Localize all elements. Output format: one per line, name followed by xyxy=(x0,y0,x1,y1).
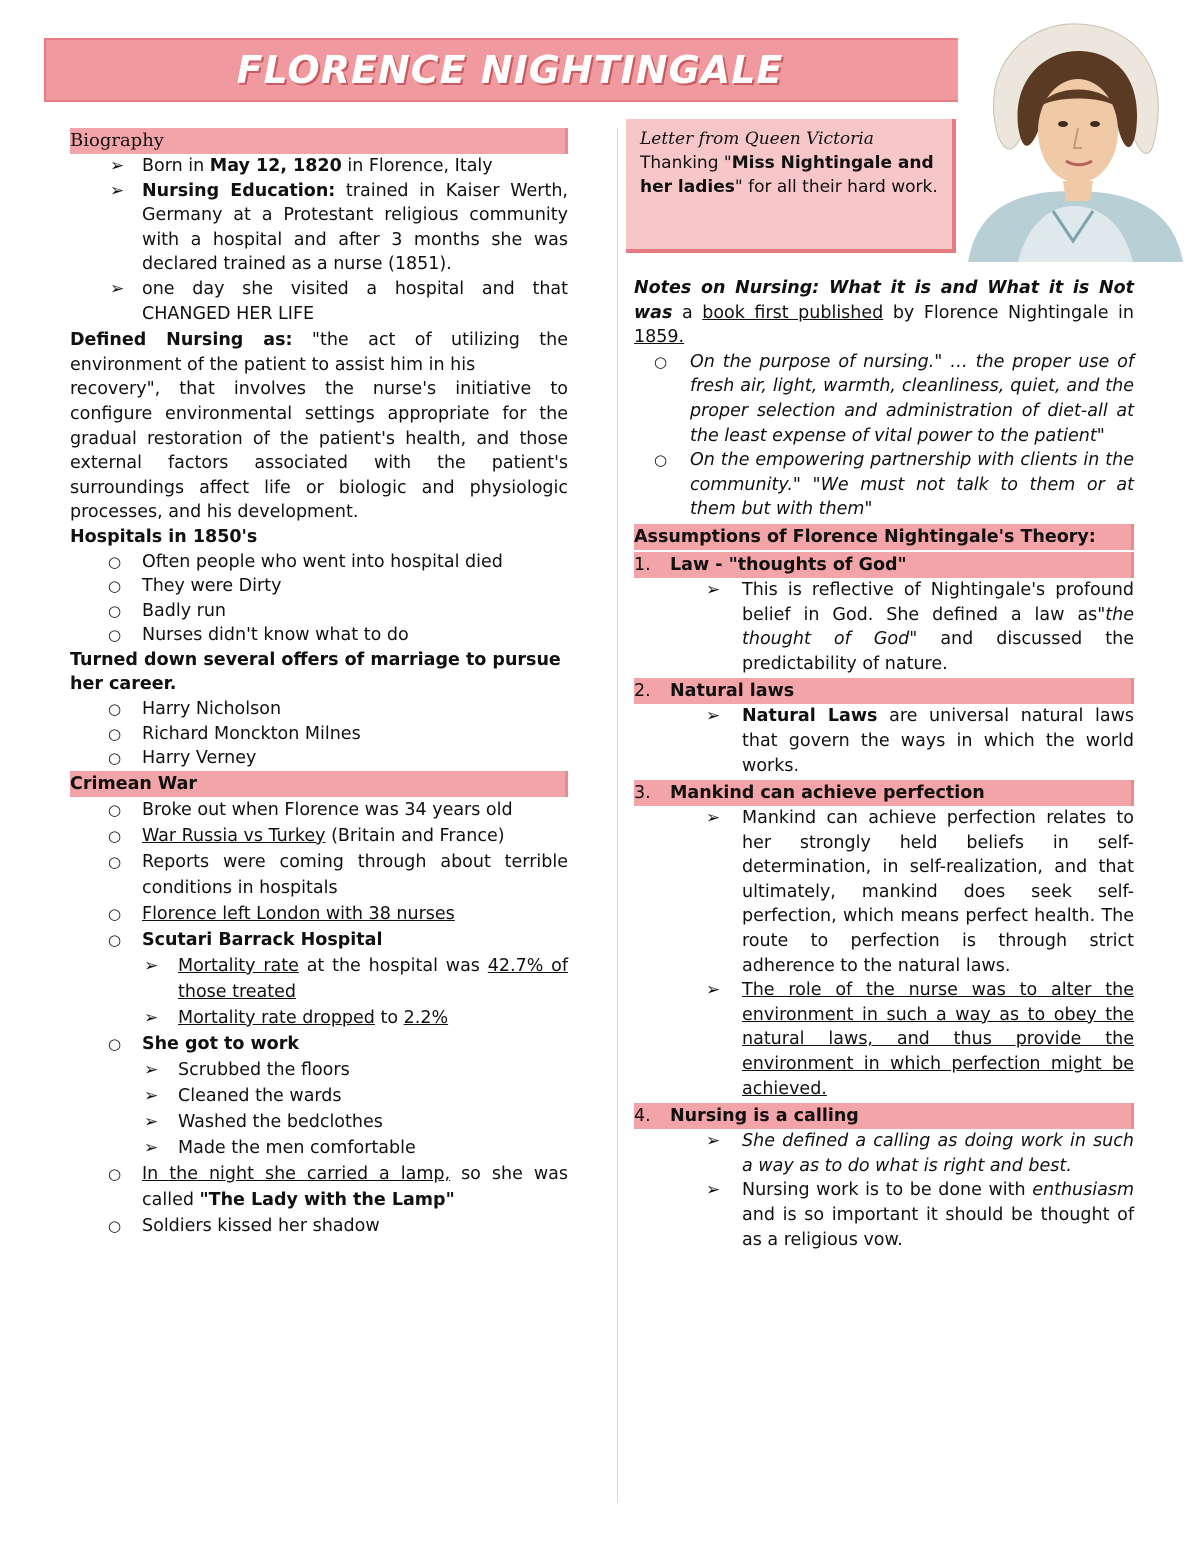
left-column xyxy=(70,128,568,1239)
biography-header: Biography xyxy=(70,128,568,154)
list-item: ➢ Made the men comfortable xyxy=(70,1135,568,1161)
assumption-1-header: 1. Law - "thoughts of God" xyxy=(634,552,1134,578)
notes-on-nursing: Notes on Nursing: What it is and What it is Not was a book first published by Florence Nightingale in 1859. xyxy=(634,278,1134,348)
turned-down-text: Turned down several offers of marriage to pursue her career. xyxy=(70,649,561,695)
page-title: FLORENCE NIGHTINGALE xyxy=(236,48,784,92)
letter-box xyxy=(626,119,956,253)
list-item: ➢ This is reflective of Nightingale's profound belief in God. She defined a law as"the thought of God" and discussed the predictability of nature. xyxy=(634,578,1134,676)
list-item: ○ Badly run xyxy=(70,599,568,624)
list-item: ○ Harry Verney xyxy=(70,746,568,771)
list-item: ○ Soldiers kissed her shadow xyxy=(70,1213,568,1239)
crimean-list xyxy=(70,797,568,953)
list-item: ○ They were Dirty xyxy=(70,574,568,599)
list-item: ➢ Mankind can achieve perfection relates to her strongly held beliefs in self-determination, in self-realization, and that ultimately, mankind does seek self- perfection, which means perfect health. The route to perfection is through strict adherence to the natural laws. xyxy=(634,806,1134,978)
list-item: ➢ Natural Laws are universal natural laws that govern the ways in which the world works. xyxy=(634,704,1134,778)
list-item: ○ In the night she carried a lamp, so she was called "The Lady with the Lamp" xyxy=(70,1161,568,1213)
list-item: ➢ Mortality rate at the hospital was 42.7% of those treated xyxy=(70,953,568,1005)
title-banner xyxy=(44,38,976,102)
biography-list xyxy=(70,154,568,326)
list-item: ○ Richard Monckton Milnes xyxy=(70,722,568,747)
defined-nursing-cont: recovery", that involves the nurse's initiative to configure environmental settings appropriate for the gradual restoration of the patient's health, and those external factors associated with the patient's surroundings affect life or biologic and physiologic processes, and his development. xyxy=(70,379,568,523)
lamp-list xyxy=(70,1161,568,1239)
assumption-2-list xyxy=(634,704,1134,778)
list-item: ○ Scutari Barrack Hospital xyxy=(70,927,568,953)
list-item: ➢ Nursing work is to be done with enthusiasm and is so important it should be thought of as a religious vow. xyxy=(634,1178,1134,1252)
assumption-3-header: 3. Mankind can achieve perfection xyxy=(634,780,1134,806)
right-column xyxy=(634,276,1134,1252)
assumption-2-header: 2. Natural laws xyxy=(634,678,1134,704)
list-item: ➢ Scrubbed the floors xyxy=(70,1057,568,1083)
list-item: ○ She got to work xyxy=(70,1031,568,1057)
list-item: ○ Nurses didn't know what to do xyxy=(70,623,568,648)
list-item: ○ War Russia vs Turkey (Britain and France) xyxy=(70,823,568,849)
list-item: ➢ Cleaned the wards xyxy=(70,1083,568,1109)
letter-title: Letter from Queen Victoria xyxy=(640,129,874,149)
list-item: ➢ Washed the bedclothes xyxy=(70,1109,568,1135)
list-item: ○ Harry Nicholson xyxy=(70,697,568,722)
mortality-list xyxy=(70,953,568,1031)
list-item: ○ Reports were coming through about terrible conditions in hospitals xyxy=(70,849,568,901)
list-item: ○ Often people who went into hospital died xyxy=(70,550,568,575)
hospitals-list xyxy=(70,550,568,648)
list-item: ○ Broke out when Florence was 34 years old xyxy=(70,797,568,823)
column-divider xyxy=(617,128,618,1503)
assumption-1-list xyxy=(634,578,1134,676)
list-item: ➢ She defined a calling as doing work in such a way as to do what is right and best. xyxy=(634,1129,1134,1178)
list-item: ➢ one day she visited a hospital and that CHANGED HER LIFE xyxy=(70,277,568,326)
portrait-illustration xyxy=(958,6,1188,262)
suitors-list xyxy=(70,697,568,771)
letter-text: Thanking "Miss Nightingale and her ladies" for all their hard work. xyxy=(640,153,938,197)
hospitals-header: Hospitals in 1850's xyxy=(70,526,258,547)
list-item: ○ On the purpose of nursing." … the proper use of fresh air, light, warmth, cleanliness, quiet, and the proper selection and administration of diet-all at the least expense of vital power to the patient" xyxy=(634,350,1134,448)
assumption-3-list xyxy=(634,806,1134,1101)
list-item: ➢ Mortality rate dropped to 2.2% xyxy=(70,1005,568,1031)
crimean-war-header: Crimean War xyxy=(70,771,568,797)
work-list xyxy=(70,1057,568,1161)
list-item: ➢ Nursing Education: trained in Kaiser Werth, Germany at a Protestant religious community with a hospital and after 3 months she was declared trained as a nurse (1851). xyxy=(70,179,568,277)
work-header-list xyxy=(70,1031,568,1057)
list-item: ○ Florence left London with 38 nurses xyxy=(70,901,568,927)
list-item: ➢ Born in May 12, 1820 in Florence, Italy xyxy=(70,154,568,179)
list-item: ➢ The role of the nurse was to alter the environment in such a way as to obey the natural laws, and thus provide the environment in which perfection might be achieved. xyxy=(634,978,1134,1101)
assumptions-header: Assumptions of Florence Nightingale's Theory: xyxy=(634,524,1134,550)
defined-nursing: Defined Nursing as: "the act of utilizing the environment of the patient to assist him in his xyxy=(70,330,568,375)
assumption-4-list xyxy=(634,1129,1134,1252)
notes-list xyxy=(634,350,1134,522)
assumption-4-header: 4. Nursing is a calling xyxy=(634,1103,1134,1129)
list-item: ○ On the empowering partnership with clients in the community." "We must not talk to them or at them but with them" xyxy=(634,448,1134,522)
